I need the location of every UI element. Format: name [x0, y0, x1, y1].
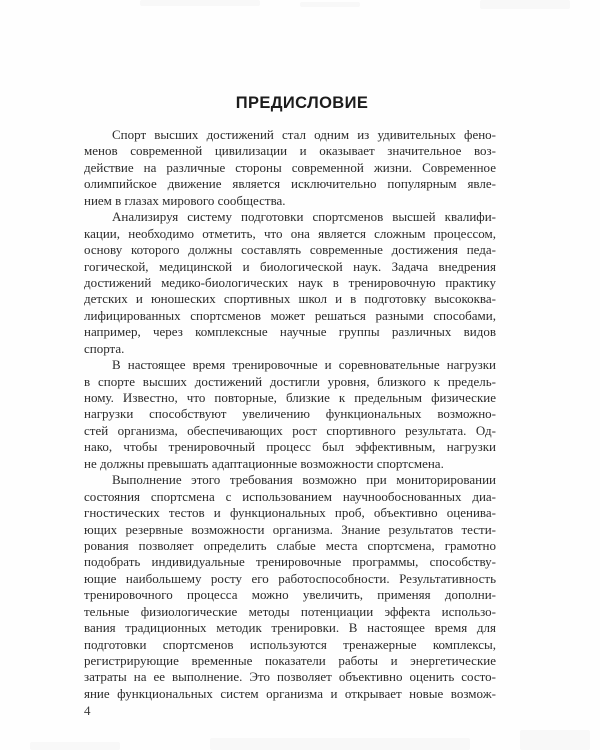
text-line: гогической, медицинской и биологической наук. Задача внедрения	[84, 258, 496, 274]
paragraph	[84, 209, 496, 357]
text-line: основу которого должны составлять современные достижения педа-	[84, 242, 496, 258]
text-line: подготовки спортсменов используются тренажерные комплексы,	[84, 636, 496, 652]
text-line: Выполнение этого требования возможно при мониторировании	[112, 472, 496, 488]
page-title: ПРЕДИСЛОВИЕ	[235, 94, 369, 113]
scan-noise	[300, 2, 360, 7]
scan-noise	[140, 0, 260, 6]
text-line: ющие наибольшему росту его работоспособности. Результативность	[84, 570, 496, 586]
text-line: спорта.	[84, 340, 125, 356]
paragraph	[84, 472, 496, 702]
text-line: гностических тестов и функциональных проб, объективно оценива-	[84, 505, 496, 521]
text-line: действие на различные стороны современной жизни. Современное	[84, 159, 496, 175]
text-line: нием в глазах мирового сообщества.	[84, 192, 286, 208]
text-line: нако, чтобы тренировочный процесс был эффективным, нагрузки	[84, 439, 496, 455]
text-line: лифицированных спортсменов может решаться разными способами,	[84, 307, 496, 323]
text-block	[84, 127, 496, 702]
text-line: не должны превышать адаптационные возможности спортсмена.	[84, 455, 444, 471]
text-line: олимпийское движение является исключительно популярным явле-	[84, 176, 496, 192]
text-line: например, через комплексные научные группы различных видов	[84, 324, 496, 340]
text-line: тельные физиологические методы потенциации эффекта использо-	[84, 603, 496, 619]
text-line: менов современной цивилизации и оказывает значительное воз-	[84, 143, 496, 159]
paragraph	[84, 357, 496, 472]
text-line: состояния спортсмена с использованием научнообоснованных диа-	[84, 488, 496, 504]
text-line: вания традиционных методик тренировки. В настоящее время для	[84, 620, 496, 636]
text-line: яние функциональных систем организма и открывает новые возмож-	[84, 685, 496, 701]
scan-noise	[210, 738, 470, 750]
text-line: ному. Известно, что повторные, близкие к предельным физические	[84, 390, 496, 405]
text-line: В настоящее время тренировочные и соревновательные нагрузки	[112, 357, 496, 373]
text-line: стей организма, обеспечивающих рост спортивного результата. Од-	[84, 422, 496, 438]
text-line: регистрирующие временные показатели работы и энергетические	[84, 653, 496, 668]
text-line: Анализируя систему подготовки спортсменов высшей квалифи-	[112, 209, 496, 225]
text-line: затраты на ее выполнение. Это позволяет объективно оценить состо-	[84, 669, 496, 685]
text-line: в спорте высших достижений достигли уровня, близкого к предель-	[84, 373, 496, 389]
paragraph	[84, 127, 496, 209]
page-number: 4	[84, 703, 91, 718]
text-line: кации, необходимо отметить, что она является сложным процессом,	[84, 225, 496, 241]
scan-noise	[30, 742, 120, 750]
text-line: достижений медико-биологических наук в тренировочную практику	[84, 274, 496, 290]
scan-noise	[520, 730, 590, 750]
text-line: детских и юношеских спортивных школ и в подготовку высококва-	[84, 291, 496, 307]
text-line: рования позволяет определить слабые места спортсмена, грамотно	[84, 537, 496, 553]
scan-noise	[480, 0, 570, 9]
text-line: тренировочного процесса можно увеличить, применяя дополни-	[84, 587, 496, 603]
text-line: нагрузки способствуют увеличению функциональных возможно-	[84, 406, 496, 422]
text-line: Спорт высших достижений стал одним из удивительных фено-	[112, 127, 496, 142]
text-line: ющих резервные возможности организма. Знание результатов тести-	[84, 521, 496, 537]
text-line: подобрать индивидуальные тренировочные программы, способству-	[84, 554, 496, 570]
